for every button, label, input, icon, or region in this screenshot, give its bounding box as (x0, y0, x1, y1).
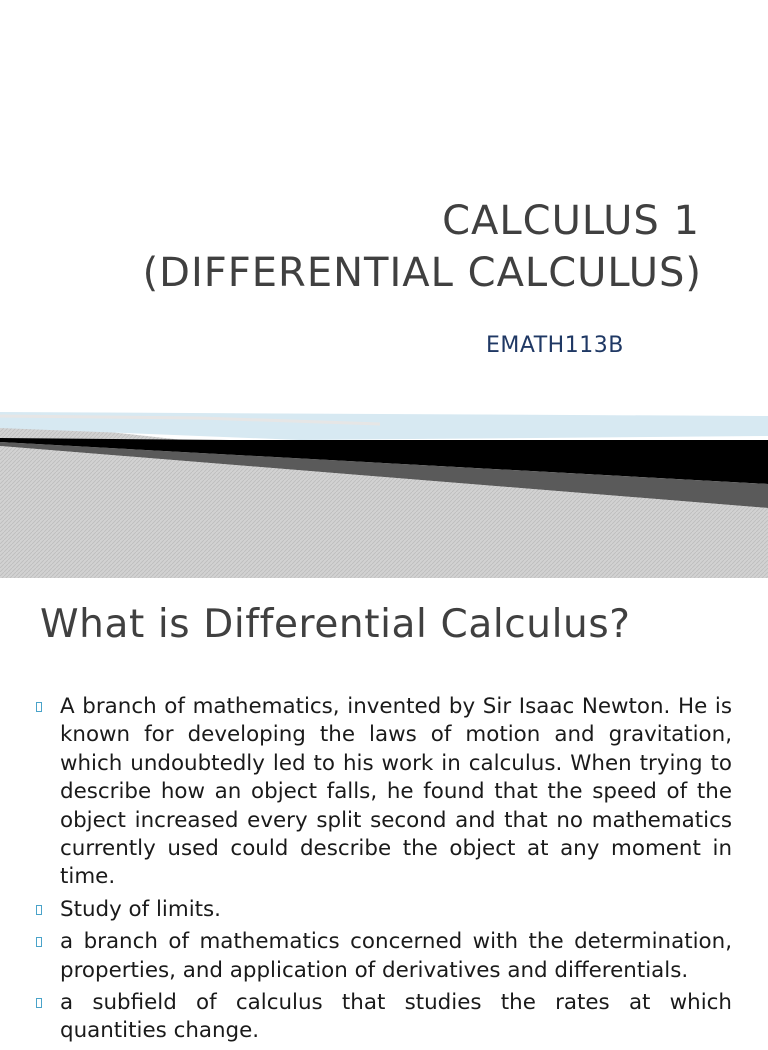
bullet-text: Study of limits. (60, 896, 221, 922)
square-bullet-icon (36, 937, 42, 947)
square-bullet-icon (36, 905, 42, 915)
slide-title-line2: (DIFFERENTIAL CALCULUS) (142, 250, 702, 296)
list-item (36, 989, 732, 1046)
square-bullet-icon (36, 702, 42, 712)
bullet-text: A branch of mathematics, invented by Sir Isaac Newton. He is known for developing the laws of motion and gravitation, which undoubtedly led to his work in calculus. When trying to describe how an object falls, he found that the speed of the object increased every split second and that no mathematics currently used could describe the object at any moment in time. (60, 694, 732, 890)
slide-subtitle: EMATH113B (486, 333, 624, 358)
list-item (36, 693, 732, 892)
content-slide (0, 578, 768, 1044)
bullet-list (36, 693, 732, 1050)
bullet-text: a subfield of calculus that studies the rates at which quantities change. (60, 990, 732, 1044)
decorative-band (0, 388, 768, 578)
list-item (36, 928, 732, 985)
slide-heading: What is Differential Calculus? (40, 602, 631, 647)
list-item (36, 896, 732, 924)
square-bullet-icon (36, 998, 42, 1008)
bullet-text: a branch of mathematics concerned with the determination, properties, and application of derivatives and differentials. (60, 929, 732, 983)
slide-title-line1: CALCULUS 1 (442, 198, 700, 244)
